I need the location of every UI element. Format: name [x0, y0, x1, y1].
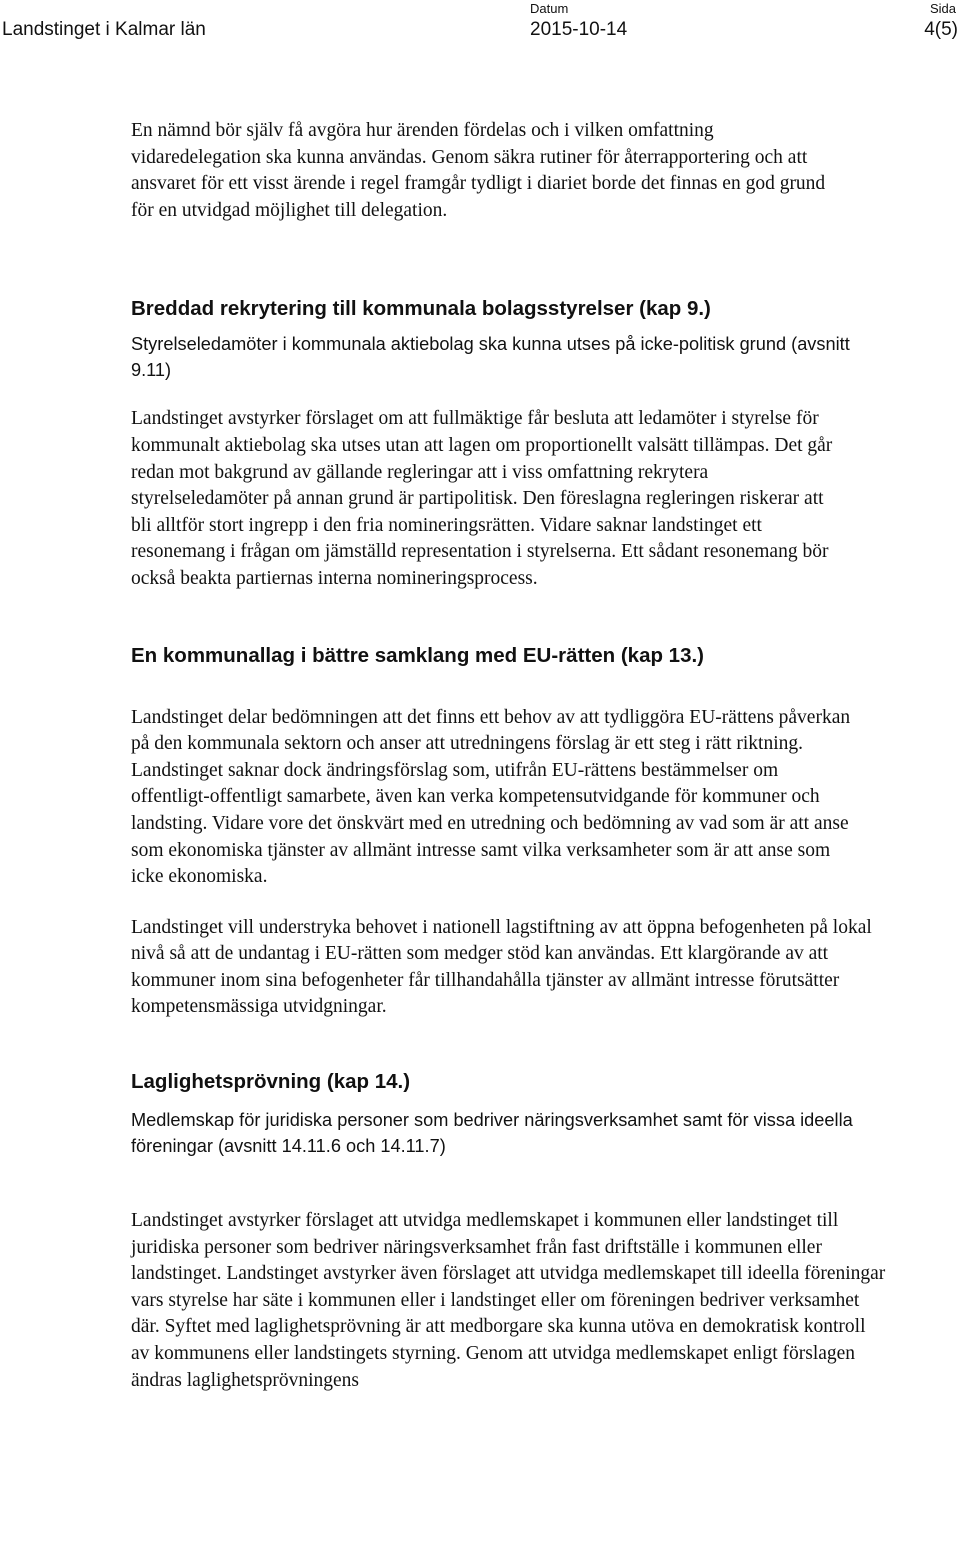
paragraph-eu-ratten-bedomning: Landstinget delar bedömningen att det finns ett behov av att tydliggöra EU-rättens påverkan på den kommunala sektorn och anser att utredningens förslag är ett steg i rätt riktning. Landstinget saknar dock ändringsförslag som, utifrån EU-rättens bestämmelser om offentligt-offentligt samarbete, även kan verka kompetensutvidgande för kommuner och landsting. Vidare vore det önskvärt med en utredning och bedömning av vad som är att anse som ekonomiska tjänster av allmänt intresse samt vilka verksamheter som är att anse som icke ekonomiska.: [131, 706, 851, 888]
paragraph-nationell-lagstiftning: Landstinget vill understryka behovet i nationell lagstiftning av att öppna befogenheten på lokal nivå så att de undantag i EU-rätten som medger stöd kan användas. Ett klargörande av att kommuner inom sina befogenheter får tillhandahålla tjänster av allmänt intresse förutsätter kompetensmässiga utvidgningar.: [131, 916, 872, 1018]
document-body: [131, 118, 891, 1394]
page-header: [0, 0, 960, 48]
organization-name: Landstinget i Kalmar län: [2, 19, 206, 40]
date-value: 2015-10-14: [530, 19, 628, 40]
paragraph-delegation: En nämnd bör själv få avgöra hur ärenden fördelas och i vilken omfattning vidaredelegation ska kunna användas. Genom säkra rutiner för återrapportering och att ansvaret för ett visst ärende i regel framgår tydligt i diariet borde det finnas en god grund för en utvidgad möjlighet till delegation.: [131, 120, 826, 221]
page-number: 4(5): [924, 19, 958, 40]
date-label: Datum: [530, 1, 569, 16]
paragraph-avstyrker-medlemskap: Landstinget avstyrker förslaget att utvidga medlemskapet i kommunen eller landstinget till juridiska personer som bedriver näringsverksamhet från fast driftställe i kommunen eller landstinget. Landstinget avstyrker även förslaget att utvidga medlemskapet till ideella föreningar vars styrelse har säte i kommunen eller i landstinget eller om föreningen bedriver verksamhet där. Syftet med laglighetsprövning är att medborgare ska kunna utöva en demokratisk kontroll av kommunens eller landstingets styrning. Genom att utvidga medlemskapet enligt förslagen ändras laglighetsprövningens: [131, 1210, 886, 1391]
heading-eu-ratten: En kommunallag i bättre samklang med EU-rätten (kap 13.): [131, 643, 705, 667]
heading-laglighetsprovning: Laglighetsprövning (kap 14.): [131, 1070, 411, 1094]
page-label: Sida: [929, 1, 956, 16]
subheading-medlemskap: Medlemskap för juridiska personer som bedriver näringsverksamhet samt för vissa ideella föreningar (avsnitt 14.11.6 och 14.11.7): [131, 1110, 853, 1156]
subheading-icke-politisk: Styrelseledamöter i kommunala aktiebolag ska kunna utses på icke-politisk grund (avsnitt 9.11): [131, 334, 850, 380]
heading-bolagsstyrelser: Breddad rekrytering till kommunala bolagsstyrelser (kap 9.): [131, 297, 711, 321]
paragraph-avstyrker-proportionellt: Landstinget avstyrker förslaget om att fullmäktige får besluta att ledamöter i styrelse för kommunalt aktiebolag ska utses utan att lagen om proportionellt valsätt tillämpas. Det går redan mot bakgrund av gällande regleringar att i viss omfattning rekrytera styrelseledamöter på annan grund är partipolitisk. Den föreslagna regleringen riskerar att bli alltför stort ingrepp i den fria nomineringsrätten. Vidare saknar landstinget ett resonemang i frågan om jämställd representation i styrelserna. Ett sådant resonemang bör också beakta partiernas interna nomineringsprocess.: [131, 408, 833, 589]
